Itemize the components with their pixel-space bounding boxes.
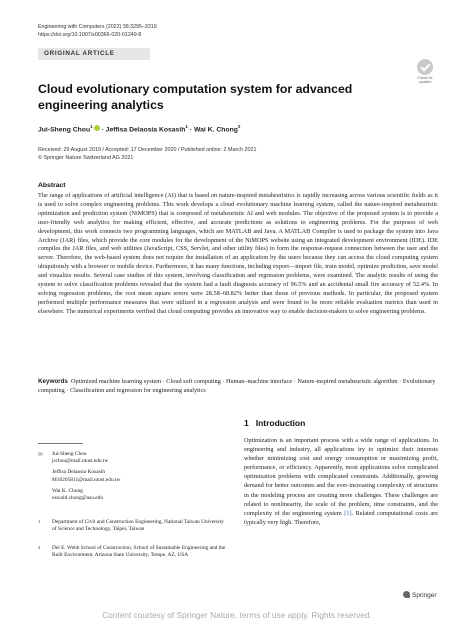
contact-entry [52, 469, 228, 483]
envelope-icon: ✉ [38, 452, 43, 458]
orcid-icon[interactable] [94, 125, 100, 131]
check-for-updates-badge[interactable] [412, 59, 438, 84]
affiliation-text: Department of Civil and Construction Engineering, National Taiwan University of Science and Technology, Taipei, Taiwan [52, 519, 224, 533]
author-name[interactable]: Wai K. Chong [193, 126, 238, 134]
publisher-name: Springer [412, 592, 437, 599]
journal-citation: Engineering with Computers (2022) 38:3295–3319 [38, 24, 157, 30]
contact-name: Jeffisa Delaosia Kosasih [52, 469, 105, 476]
publisher-logo [403, 591, 437, 599]
affiliation-marker: 1 [38, 519, 41, 524]
affiliation-text: Del E. Webb School of Construction, School of Sustainable Engineering and the Built Environment, Arizona State University, Tempe, AZ, USA [52, 545, 226, 559]
footnote-divider [38, 443, 83, 444]
contact-email[interactable]: M10205811@mail.ntust.edu.tw [52, 476, 121, 483]
affiliation-2 [38, 545, 228, 560]
section-heading-introduction [244, 418, 305, 428]
copyright-notice: © Springer Nature Switzerland AG 2021 [38, 154, 134, 161]
contact-name: Jui‑Sheng Chou [52, 451, 87, 457]
section-title: Introduction [255, 418, 306, 428]
contact-email[interactable]: jschou@mail.ntust.edu.tw [52, 458, 109, 465]
introduction-paragraph-end: . Related computational costs are typically very high. Therefore, [244, 509, 438, 526]
check-for-updates-icon [417, 59, 433, 75]
author-name[interactable]: Jui‑Sheng Chou [38, 126, 91, 134]
keywords-label: Keywords [38, 378, 68, 385]
springer-horse-icon [403, 591, 410, 598]
publication-dates [38, 147, 256, 162]
citation-link[interactable]: [1] [344, 509, 352, 517]
author-affiliation-marker: 1 [90, 124, 93, 129]
introduction-text [244, 436, 438, 527]
author-affiliation-marker: 2 [237, 124, 241, 129]
courtesy-footer: Content courtesy of Springer Nature, terms of use apply. Rights reserved. [102, 610, 372, 620]
journal-header [38, 24, 157, 39]
abstract-heading: Abstract [38, 182, 66, 189]
article-type-banner: ORIGINAL ARTICLE [38, 48, 150, 60]
introduction-paragraph: Optimization is an important process with a wide range of applications. In engineering and industry, all applications try to optimize their interests whether minimizing cost and energy consumption or maximizing profit, performance, or efficiency. Apparently, most applications solve complicated optimization problems with complicated constraints. Additionally, growing demand for better outcomes and the ever-increasing complexity of structures in the modeling process are creating more challenges. These challenges are related to nonlinearity, the scale of the problem, time constraints, and the complexity of the engineering system [244, 437, 438, 517]
affiliation-1 [38, 519, 228, 534]
doi-link[interactable]: https://doi.org/10.1007/s00366-020-01249-8 [38, 31, 142, 38]
correspondence-block [38, 451, 228, 506]
keywords-text: Optimized machine learning system · Cloud soft computing · Human–machine interface · Nature-inspired metaheuristic algorithm · Evolutionary computing · Classification and regression for engineering analytics [38, 378, 436, 394]
contact-email[interactable]: oswald.chong@asu.edu [52, 495, 104, 502]
contact-name: Wai K. Chong [52, 487, 83, 494]
abstract-text: The range of applications of artificial intelligence (AI) that is based on nature-inspired metaheuristics is rapidly increasing across various scientific fields as it is used to solve complex engineering problems. This work develops a cloud evolutionary machine learning system, called the nature-inspired metaheuristic optimization and prediction system (NiMOPS) that is composed of metaheuristic AI and web modules. The objective of the proposed system is to provide a user-friendly web analytics for making efficient, effective, and accurate predictions as solutions to engineering problems. For the purposes of web development, this work connects two programming languages, which are MATLAB and Java. A MATLAB Compiler is used to package the system into Java Archive (JAR) files, which provide the core modules for the development of the NiMOPS website using an integrated development environment (IDE). IDE compiles the JAR files, and web utilities (JavaScript, CSS, Servlet, and other utility files) to form the response-request connection between the user and the server. Therefore, the web-based system does not require the installation of an application by the users because they can access the cloud computing system ubiquitously with a browser or mobile device. Furthermore, it has many functions, including export—import file, train model, optimize prediction, save model and visualize results. Several case studies of this system, involving classification and regression problems, were examined. The analytic results of using the system to solve classification problems revealed that the system had a fault diagnosis accuracy of 96.5% and an accidental small fire accuracy of 52.4%. In solving regression problems, the root mean square errors were 28.58–68.82% better than those of previous methods. In particular, the proposed system performed multiple performance measures that were utilized in a regression analysis and were found to be more reliable evaluation metrics than used in elsewhere. The numerical experiments verified that cloud computing provides an innovative way to enable decision-makers to solve engineering problems. [38, 192, 438, 315]
contact-entry [52, 451, 228, 465]
publication-history: Received: 29 August 2019 / Accepted: 17 December 2020 / Published online: 2 March 2021 [38, 147, 257, 153]
affiliation-marker: 2 [38, 545, 41, 550]
contact-entry [52, 488, 228, 502]
paper-title: Cloud evolutionary computation system for advanced engineering analytics [38, 82, 353, 112]
author-affiliation-marker: 1 [185, 124, 188, 129]
author-list: Jui‑Sheng Chou$^1$ · Jeffisa Delaosia Kosasih$^1$ · Wai K. Chong$^2$ [38, 124, 241, 134]
keywords [38, 378, 438, 396]
author-name[interactable]: Jeffisa Delaosia Kosasih [105, 126, 186, 134]
check-for-updates-label: Check for updates [417, 76, 433, 85]
section-number: 1 [244, 418, 249, 428]
